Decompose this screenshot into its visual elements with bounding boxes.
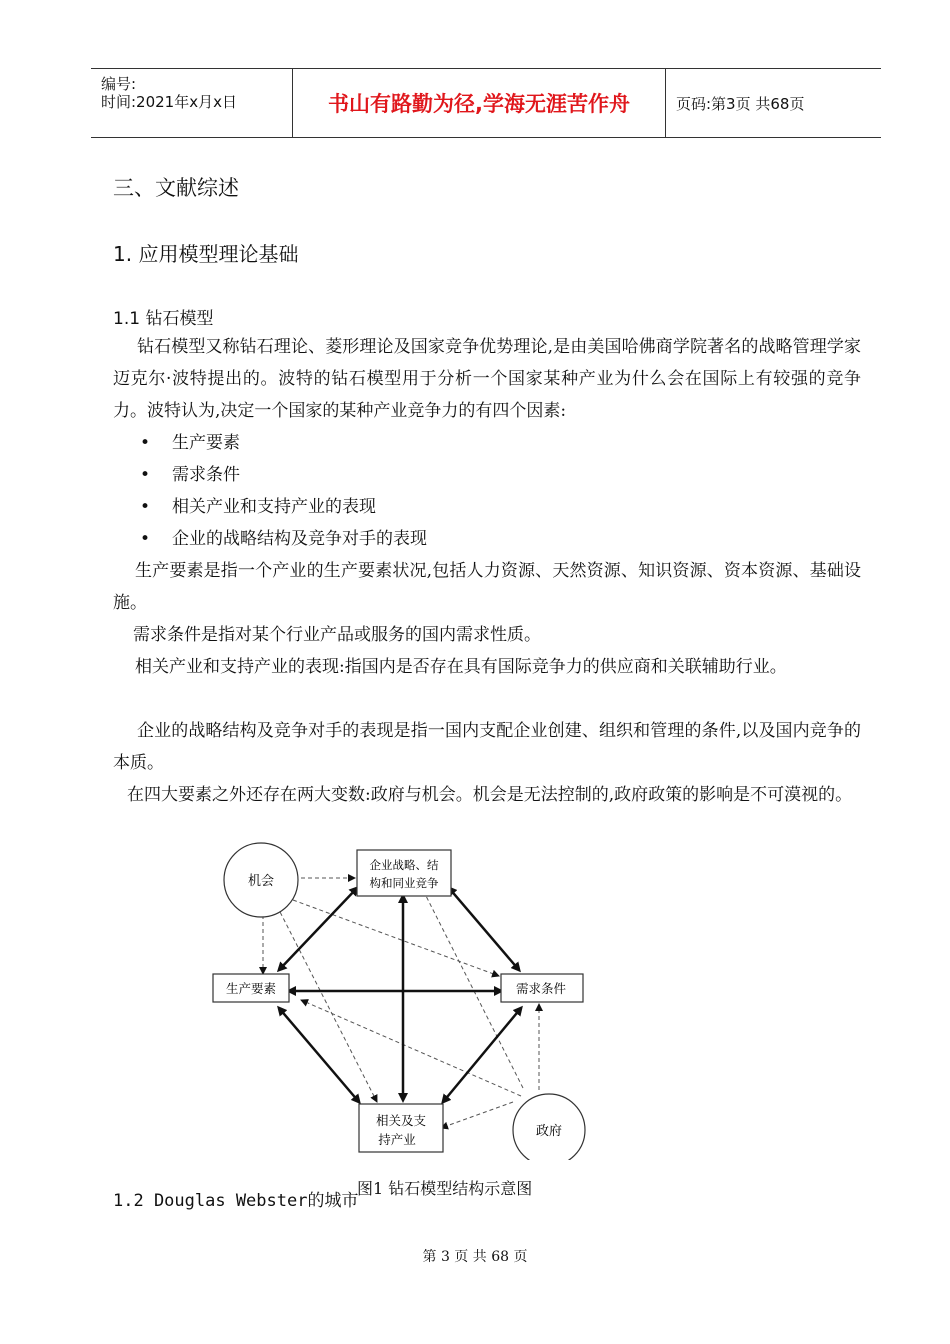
heading-webster bbox=[113, 1186, 358, 1211]
header-page-number: 页码:第3页 共68页 bbox=[676, 95, 805, 113]
svg-text:企业战略、结: 企业战略、结 bbox=[369, 858, 439, 872]
paragraph-intro: 钻石模型又称钻石理论、菱形理论及国家竞争优势理论,是由美国哈佛商学院著名的战略管理学家迈克尔·波特提出的。波特的钻石模型用于分析一个国家某种产业为什么会在国际上有较强的竞争力。波特认为,决定一个国家的某种产业竞争力的有四个因素: bbox=[113, 337, 861, 421]
paragraph-related: 相关产业和支持产业的表现:指国内是否存在具有国际竞争力的供应商和关联辅助行业。 bbox=[135, 657, 787, 677]
paragraph-strategy: 企业的战略结构及竞争对手的表现是指一国内支配企业创建、组织和管理的条件,以及国内竞争的本质。 bbox=[113, 721, 861, 773]
figure-caption: 图1 钻石模型结构示意图 bbox=[357, 1179, 533, 1198]
page-header bbox=[91, 68, 881, 138]
factor-list bbox=[140, 427, 427, 555]
relation-arrows bbox=[279, 888, 521, 1102]
svg-text:需求条件: 需求条件 bbox=[515, 981, 567, 996]
list-item: • 生产要素 bbox=[140, 427, 427, 459]
list-item: • 需求条件 bbox=[140, 459, 427, 491]
paragraph-variables: 在四大要素之外还存在两大变数:政府与机会。机会是无法控制的,政府政策的影响是不可漠视的。 bbox=[127, 785, 853, 805]
section-title: 三、文献综述 bbox=[113, 176, 239, 200]
node-strategy bbox=[357, 850, 451, 896]
node-factors bbox=[213, 974, 289, 1002]
svg-text:生产要素: 生产要素 bbox=[225, 981, 277, 996]
svg-text:相关及支: 相关及支 bbox=[375, 1113, 427, 1128]
svg-text:构和同业竞争: 构和同业竞争 bbox=[369, 876, 439, 890]
node-government bbox=[513, 1094, 585, 1160]
header-motto: 书山有路勤为径,学海无涯苦作舟 bbox=[293, 69, 666, 137]
heading-webster-cjk: 的城市 bbox=[307, 1191, 359, 1211]
subsection-title: 1. 应用模型理论基础 bbox=[113, 242, 299, 266]
header-code: 编号: bbox=[101, 75, 137, 93]
svg-text:持产业: 持产业 bbox=[378, 1132, 416, 1147]
paragraph-demand: 需求条件是指对某个行业产品或服务的国内需求性质。 bbox=[133, 625, 541, 645]
list-item: • 相关产业和支持产业的表现 bbox=[140, 491, 427, 523]
diamond-model-diagram bbox=[205, 838, 595, 1160]
header-meta-cell bbox=[91, 69, 293, 137]
header-time: 时间:2021年x月x日 bbox=[101, 93, 237, 111]
paragraph-factors: 生产要素是指一个产业的生产要素状况,包括人力资源、天然资源、知识资源、资本资源、基础设施。 bbox=[113, 561, 861, 613]
svg-text:政府: 政府 bbox=[535, 1124, 563, 1139]
node-chance bbox=[224, 843, 298, 917]
list-item: • 企业的战略结构及竞争对手的表现 bbox=[140, 523, 427, 555]
influence-arrows bbox=[263, 878, 539, 1128]
heading-diamond-model: 1.1 钻石模型 bbox=[113, 309, 214, 329]
node-related bbox=[359, 1104, 443, 1152]
heading-webster-latin: 1.2 Douglas Webster bbox=[113, 1191, 308, 1211]
page-footer: 第 3 页 共 68 页 bbox=[422, 1249, 528, 1265]
node-demand bbox=[501, 974, 583, 1002]
svg-text:机会: 机会 bbox=[247, 874, 275, 889]
